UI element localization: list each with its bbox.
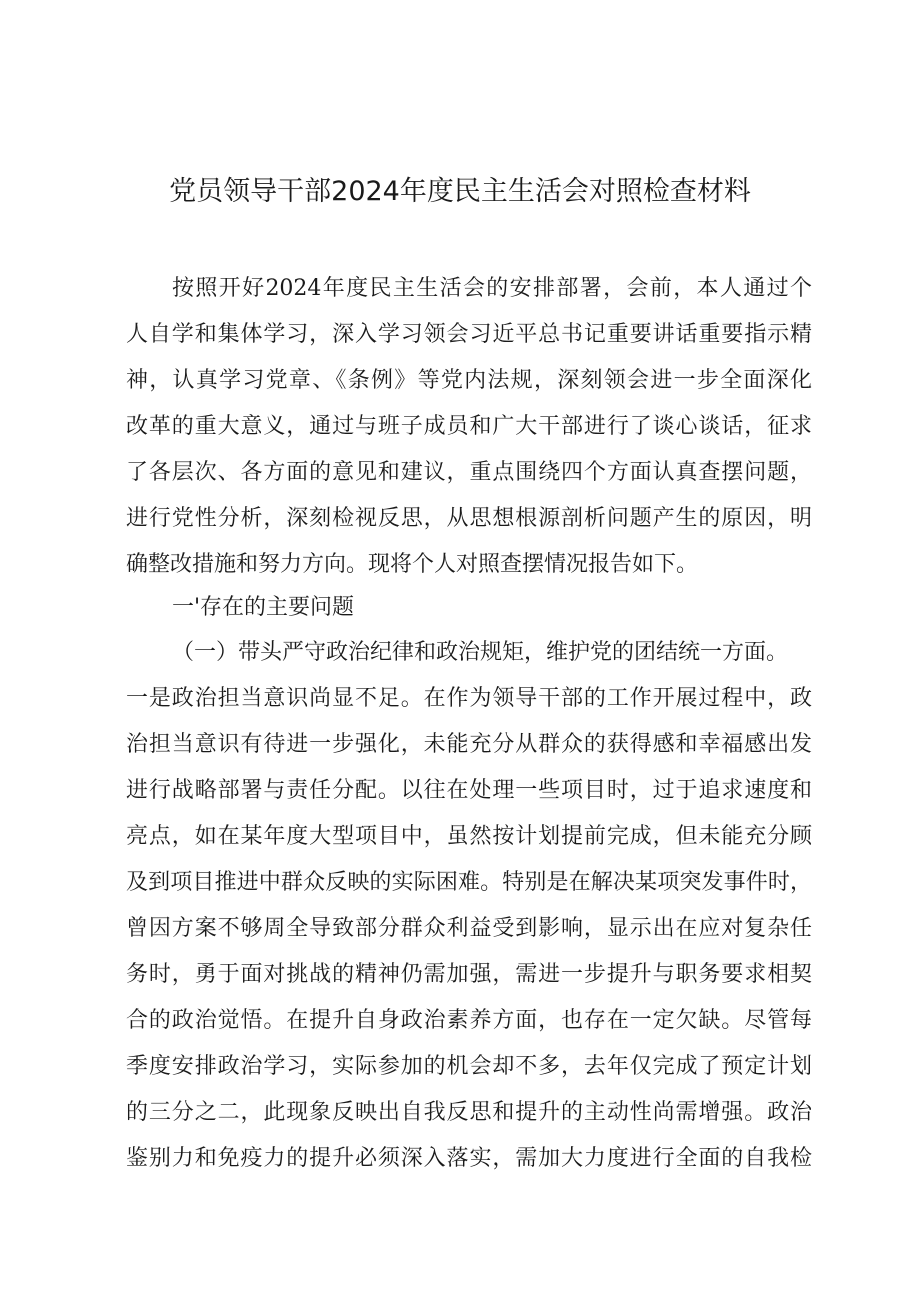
body-line: 务时，勇于面对挑战的精神仍需加强，需进一步提升与职务要求相契 (126, 962, 812, 987)
body-line: 的三分之二，此现象反映出自我反思和提升的主动性尚需增强。政治 (126, 1100, 812, 1125)
body-line: 合的政治觉悟。在提升自身政治素养方面，也存在一定欠缺。尽管每 (126, 1008, 812, 1033)
document-title: 党员领导干部2024年度民主生活会对照检查材料 (169, 176, 751, 207)
body-line: 及到项目推进中群众反映的实际困难。特别是在解决某项突发事件时， (126, 870, 812, 895)
intro-line: 改革的重大意义，通过与班子成员和广大干部进行了谈心谈话，征求 (126, 414, 812, 439)
intro-line: 进行党性分析，深刻检视反思，从思想根源剖析问题产生的原因，明 (126, 506, 812, 531)
section-heading: 一'存在的主要问题 (172, 595, 355, 620)
body-line: （一）带头严守政治纪律和政治规矩，维护党的团结统一方面。 (172, 640, 789, 665)
body-line: 鉴别力和免疫力的提升必须深入落实，需加大力度进行全面的自我检 (126, 1146, 812, 1171)
body-line: 曾因方案不够周全导致部分群众利益受到影响，显示出在应对复杂任 (126, 916, 812, 941)
body-line: 治担当意识有待进一步强化，未能充分从群众的获得感和幸福感出发 (126, 732, 812, 757)
intro-line: 了各层次、各方面的意见和建议，重点围绕四个方面认真查摆问题， (126, 460, 812, 485)
body-line: 进行战略部署与责任分配。以往在处理一些项目时，过于追求速度和 (126, 778, 812, 803)
body-line: 亮点，如在某年度大型项目中，虽然按计划提前完成，但未能充分顾 (126, 824, 812, 849)
body-line: 一是政治担当意识尚显不足。在作为领导干部的工作开展过程中，政 (126, 686, 812, 711)
intro-line: 确整改措施和努力方向。现将个人对照查摆情况报告如下。 (126, 552, 699, 577)
intro-line: 人自学和集体学习，深入学习领会习近平总书记重要讲话重要指示精 (126, 322, 812, 347)
intro-line: 神，认真学习党章、《条例》等党内法规，深刻领会进一步全面深化 (126, 368, 812, 393)
intro-line: 按照开好2024年度民主生活会的安排部署，会前，本人通过个 (172, 276, 812, 301)
body-line: 季度安排政治学习，实际参加的机会却不多，去年仅完成了预定计划 (126, 1054, 812, 1079)
